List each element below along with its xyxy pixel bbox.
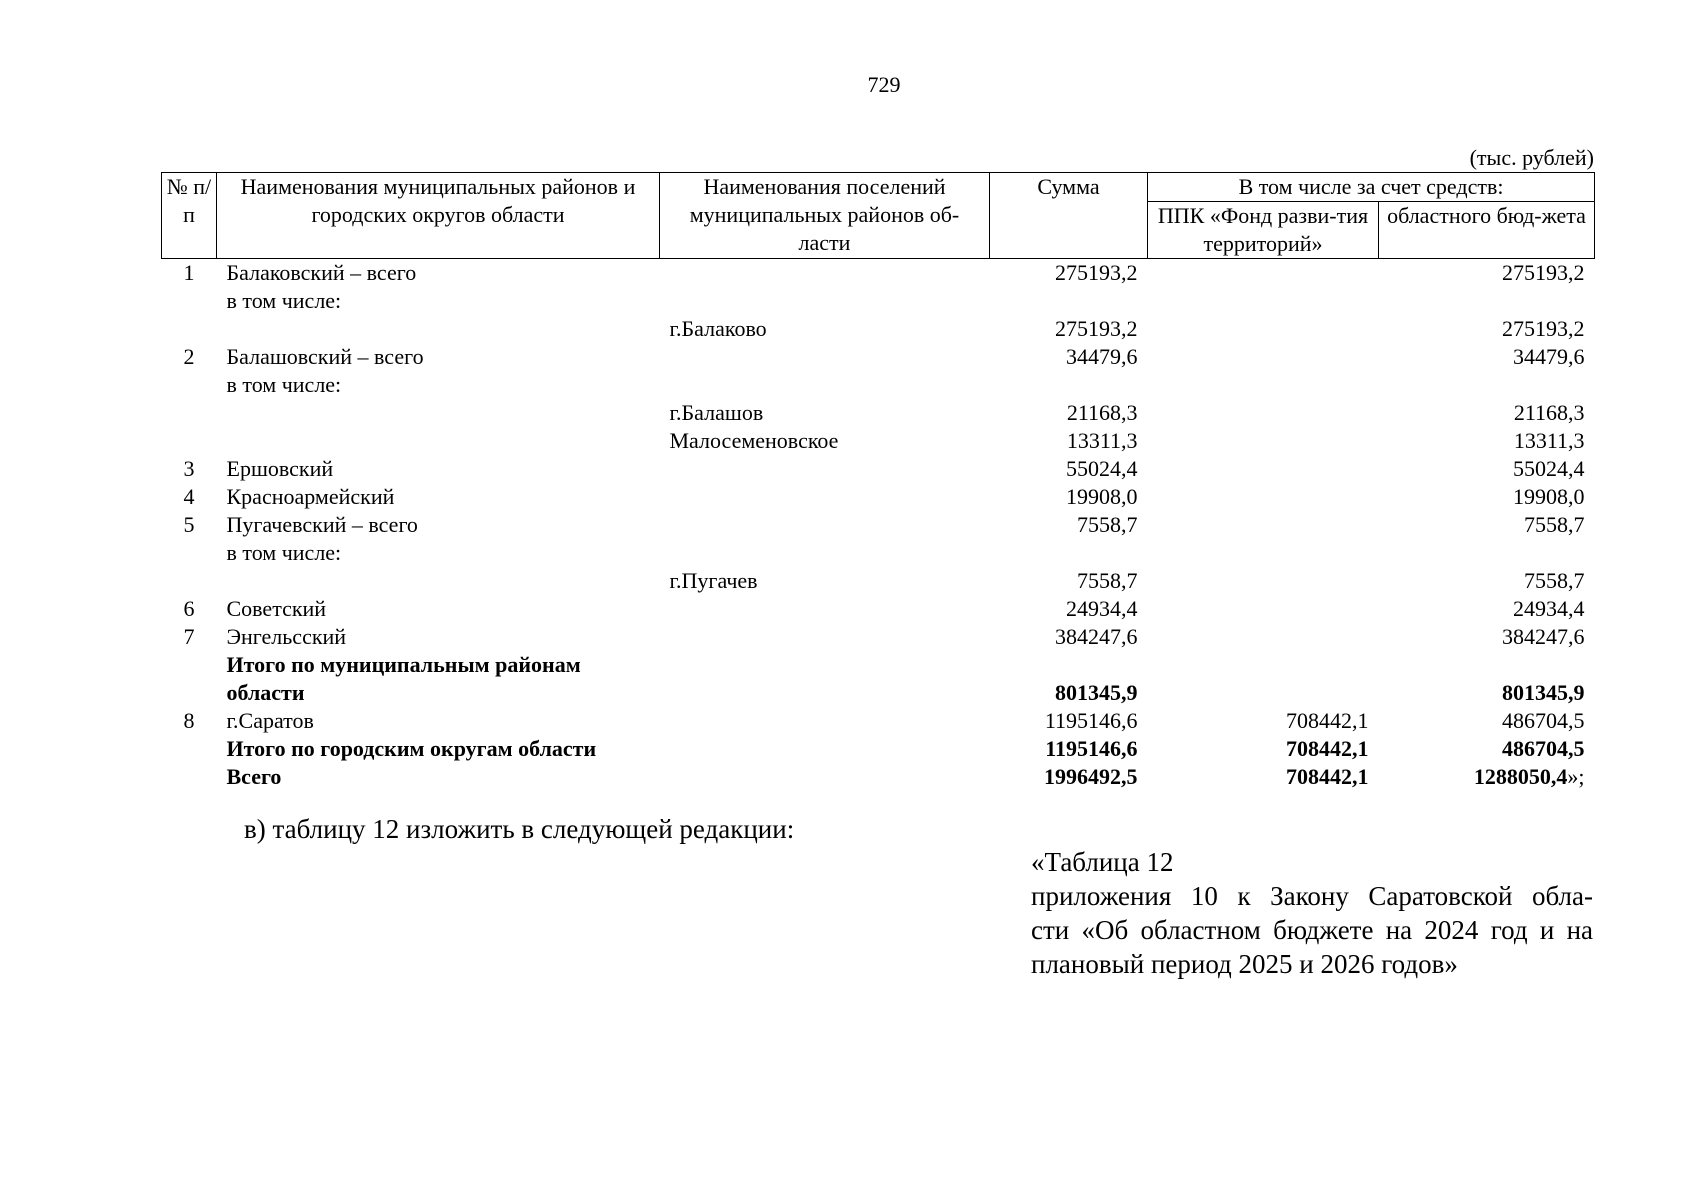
caption-line-1: «Таблица 12 bbox=[1031, 847, 1174, 877]
regional-value: 801345,9 bbox=[1502, 680, 1585, 705]
settlement-name bbox=[660, 735, 990, 763]
table-row bbox=[162, 567, 1595, 595]
sum-value: 275193,2 bbox=[1055, 316, 1138, 341]
row-number: 7 bbox=[183, 624, 195, 649]
table-row bbox=[162, 483, 1595, 511]
settlement-name bbox=[660, 455, 990, 483]
regional-value: 7558,7 bbox=[1524, 512, 1585, 537]
closing-quote: »; bbox=[1567, 764, 1585, 789]
regional-value: 486704,5 bbox=[1502, 736, 1585, 761]
ppk-value: 708442,1 bbox=[1286, 708, 1369, 733]
header-ppk: ППК «Фонд разви-тия территорий» bbox=[1148, 202, 1379, 259]
regional-value: 384247,6 bbox=[1502, 624, 1585, 649]
table-row bbox=[162, 763, 1595, 791]
sum-value: 34479,6 bbox=[1066, 344, 1138, 369]
units-label: (тыс. рублей) bbox=[1469, 145, 1594, 170]
header-regional: областного бюд-жета bbox=[1379, 202, 1595, 259]
sum-value bbox=[990, 371, 1148, 399]
budget-table bbox=[161, 172, 1595, 791]
sum-value: 1195146,6 bbox=[1044, 708, 1138, 733]
settlement-name bbox=[660, 371, 990, 399]
table-row bbox=[162, 259, 1595, 288]
district-name: Балаковский – всего bbox=[226, 260, 417, 285]
ppk-value bbox=[1148, 371, 1379, 399]
caption-line-3: сти «Об областном бюджете на 2024 год и на bbox=[1031, 915, 1593, 945]
settlement-name: г.Пугачев bbox=[669, 568, 758, 593]
table-row bbox=[162, 539, 1595, 567]
settlement-name bbox=[660, 511, 990, 539]
table-row bbox=[162, 651, 1595, 679]
row-number: 3 bbox=[183, 456, 195, 481]
ppk-value bbox=[1148, 483, 1379, 511]
ppk-value bbox=[1148, 259, 1379, 288]
sum-value bbox=[990, 539, 1148, 567]
ppk-value bbox=[1148, 455, 1379, 483]
ppk-value bbox=[1148, 651, 1379, 679]
regional-value: 21168,3 bbox=[1513, 400, 1585, 425]
table-row bbox=[162, 735, 1595, 763]
table-row bbox=[162, 595, 1595, 623]
settlement-name bbox=[660, 623, 990, 651]
ppk-value: 708442,1 bbox=[1286, 736, 1369, 761]
regional-value: 275193,2 bbox=[1502, 316, 1585, 341]
ppk-value bbox=[1148, 511, 1379, 539]
regional-value: 24934,4 bbox=[1513, 596, 1585, 621]
row-number bbox=[162, 567, 217, 595]
regional-value bbox=[1379, 287, 1595, 315]
sum-value bbox=[990, 287, 1148, 315]
settlement-name bbox=[660, 651, 990, 679]
header-settlement: Наименования поселений муниципальных районов об-ласти bbox=[660, 173, 990, 259]
settlement-name: Малосеменовское bbox=[669, 428, 839, 453]
regional-value: 13311,3 bbox=[1513, 428, 1585, 453]
sum-value: 1996492,5 bbox=[1044, 764, 1138, 789]
ppk-value bbox=[1148, 343, 1379, 371]
regional-value bbox=[1379, 539, 1595, 567]
sum-value: 13311,3 bbox=[1066, 428, 1138, 453]
ppk-value bbox=[1148, 287, 1379, 315]
sum-value bbox=[990, 651, 1148, 679]
row-number bbox=[162, 539, 217, 567]
regional-value: 55024,4 bbox=[1513, 456, 1585, 481]
settlement-name bbox=[660, 259, 990, 288]
row-number bbox=[162, 735, 217, 763]
settlement-name bbox=[660, 539, 990, 567]
row-number: 8 bbox=[183, 708, 195, 733]
row-number: 5 bbox=[183, 512, 195, 537]
district-name: Итого по муниципальным районам bbox=[226, 652, 581, 677]
row-number bbox=[162, 651, 217, 679]
district-name: в том числе: bbox=[226, 288, 342, 313]
row-number bbox=[162, 371, 217, 399]
sum-value: 275193,2 bbox=[1055, 260, 1138, 285]
row-number: 2 bbox=[183, 344, 195, 369]
ppk-value bbox=[1148, 567, 1379, 595]
district-name: Итого по городским округам области bbox=[226, 736, 597, 761]
table-row bbox=[162, 343, 1595, 371]
regional-value: 34479,6 bbox=[1513, 344, 1585, 369]
district-name: Всего bbox=[226, 764, 282, 789]
ppk-value bbox=[1148, 399, 1379, 427]
regional-value: 1288050,4»; bbox=[1473, 764, 1585, 789]
instruction-text: в) таблицу 12 изложить в следующей редакции: bbox=[244, 814, 795, 844]
ppk-value bbox=[1148, 539, 1379, 567]
sum-value: 801345,9 bbox=[1055, 680, 1138, 705]
district-name: г.Саратов bbox=[226, 708, 314, 733]
district-name: Пугачевский – всего bbox=[226, 512, 418, 537]
table-row bbox=[162, 707, 1595, 735]
sum-value: 1195146,6 bbox=[1045, 736, 1138, 761]
page-number: 729 bbox=[867, 72, 901, 97]
district-name bbox=[217, 427, 660, 455]
sum-value: 7558,7 bbox=[1077, 568, 1138, 593]
table-row bbox=[162, 287, 1595, 315]
district-name: Энгельсский bbox=[226, 624, 347, 649]
ppk-value bbox=[1148, 595, 1379, 623]
district-name: Балашовский – всего bbox=[226, 344, 424, 369]
table-row bbox=[162, 623, 1595, 651]
district-name: Ершовский bbox=[226, 456, 334, 481]
row-number bbox=[162, 287, 217, 315]
settlement-name bbox=[660, 343, 990, 371]
sum-value: 7558,7 bbox=[1077, 512, 1138, 537]
settlement-name: г.Балашов bbox=[669, 400, 764, 425]
caption-line-2: приложения 10 к Закону Саратовской обла- bbox=[1031, 881, 1593, 911]
header-district: Наименования муниципальных районов и городских округов области bbox=[217, 173, 660, 259]
ppk-value bbox=[1148, 623, 1379, 651]
ppk-value: 708442,1 bbox=[1286, 764, 1369, 789]
header-num: № п/п bbox=[162, 173, 217, 259]
settlement-name bbox=[660, 679, 990, 707]
ppk-value bbox=[1148, 315, 1379, 343]
settlement-name: г.Балаково bbox=[669, 316, 767, 341]
settlement-name bbox=[660, 707, 990, 735]
row-number bbox=[162, 763, 217, 791]
table-caption bbox=[1031, 845, 1593, 981]
regional-value bbox=[1379, 651, 1595, 679]
settlement-name bbox=[660, 483, 990, 511]
regional-value: 486704,5 bbox=[1502, 708, 1585, 733]
row-number bbox=[162, 427, 217, 455]
settlement-name bbox=[660, 595, 990, 623]
table-row bbox=[162, 315, 1595, 343]
row-number bbox=[162, 399, 217, 427]
regional-value: 19908,0 bbox=[1513, 484, 1585, 509]
regional-value: 275193,2 bbox=[1502, 260, 1585, 285]
sum-value: 55024,4 bbox=[1066, 456, 1138, 481]
table-row bbox=[162, 455, 1595, 483]
header-sum: Сумма bbox=[990, 173, 1148, 259]
settlement-name bbox=[660, 763, 990, 791]
row-number: 6 bbox=[183, 596, 195, 621]
district-name: Советский bbox=[226, 596, 327, 621]
table-row bbox=[162, 399, 1595, 427]
settlement-name bbox=[660, 287, 990, 315]
caption-line-4: плановый период 2025 и 2026 годов» bbox=[1031, 949, 1458, 979]
sum-value: 384247,6 bbox=[1055, 624, 1138, 649]
table-row bbox=[162, 371, 1595, 399]
table-row bbox=[162, 427, 1595, 455]
district-name: области bbox=[226, 680, 305, 705]
regional-value: 7558,7 bbox=[1524, 568, 1585, 593]
table-body bbox=[162, 259, 1595, 792]
row-number: 4 bbox=[183, 484, 195, 509]
ppk-value bbox=[1148, 427, 1379, 455]
district-name: Красноармейский bbox=[226, 484, 395, 509]
sum-value: 21168,3 bbox=[1066, 400, 1138, 425]
row-number: 1 bbox=[183, 260, 195, 285]
row-number bbox=[162, 679, 217, 707]
sum-value: 19908,0 bbox=[1066, 484, 1138, 509]
district-name bbox=[217, 315, 660, 343]
district-name bbox=[217, 399, 660, 427]
sum-value: 24934,4 bbox=[1066, 596, 1138, 621]
header-group: В том числе за счет средств: bbox=[1148, 173, 1595, 202]
table-row bbox=[162, 679, 1595, 707]
district-name: в том числе: bbox=[226, 372, 342, 397]
district-name bbox=[217, 567, 660, 595]
regional-value bbox=[1379, 371, 1595, 399]
table-row bbox=[162, 511, 1595, 539]
row-number bbox=[162, 315, 217, 343]
ppk-value bbox=[1148, 679, 1379, 707]
district-name: в том числе: bbox=[226, 540, 342, 565]
